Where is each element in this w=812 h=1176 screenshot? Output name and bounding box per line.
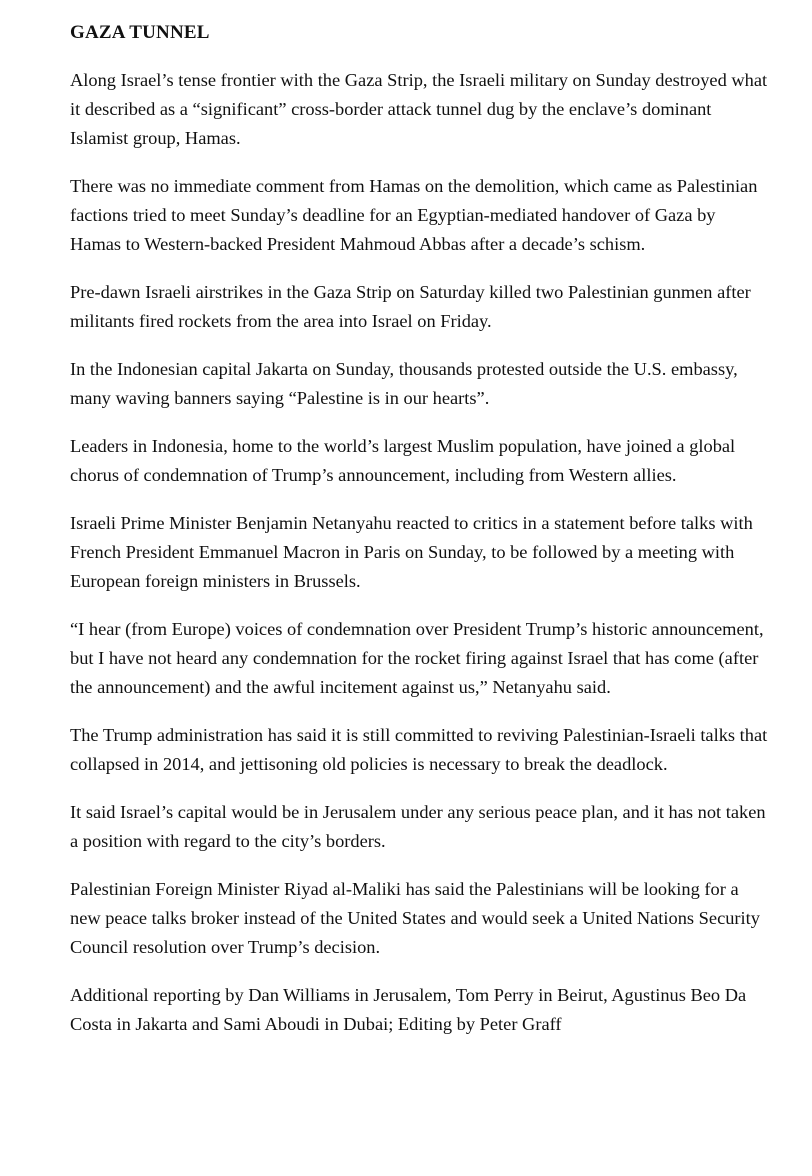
paragraph-10: Palestinian Foreign Minister Riyad al-Maliki has said the Palestinians will be looking for a new peace talks broker instead of the United States and would seek a United Nations Security Council resolution over Trump’s decision. — [70, 879, 760, 957]
section-heading: GAZA TUNNEL — [70, 22, 210, 43]
paragraph-7-quote: “I hear (from Europe) voices of condemnation over President Trump’s historic announcement, but I have not heard any condemnation for the rocket firing against Israel that has come (after the announcement) and the awful incitement against us,” Netanyahu said. — [70, 619, 764, 697]
paragraph-9: It said Israel’s capital would be in Jerusalem under any serious peace plan, and it has not taken a position with regard to the city’s borders. — [70, 802, 766, 851]
paragraph-8: The Trump administration has said it is still committed to reviving Palestinian-Israeli talks that collapsed in 2014, and jettisoning old policies is necessary to break the deadlock. — [70, 725, 768, 774]
paragraph-6: Israeli Prime Minister Benjamin Netanyahu reacted to critics in a statement before talks with French President Emmanuel Macron in Paris on Sunday, to be followed by a meeting with European foreign ministers in Brussels. — [70, 513, 753, 591]
paragraph-3: Pre-dawn Israeli airstrikes in the Gaza Strip on Saturday killed two Palestinian gunmen after militants fired rockets from the area into Israel on Friday. — [70, 282, 751, 331]
paragraph-1: Along Israel’s tense frontier with the Gaza Strip, the Israeli military on Sunday destroyed what it described as a “significant” cross-border attack tunnel dug by the enclave’s dominant Islamist group, Hamas. — [70, 70, 768, 148]
paragraph-5: Leaders in Indonesia, home to the world’s largest Muslim population, have joined a global chorus of condemnation of Trump’s announcement, including from Western allies. — [70, 436, 736, 485]
reporting-credits: Additional reporting by Dan Williams in Jerusalem, Tom Perry in Beirut, Agustinus Beo Da Costa in Jakarta and Sami Aboudi in Dubai; Editing by Peter Graff — [70, 985, 747, 1034]
paragraph-4: In the Indonesian capital Jakarta on Sunday, thousands protested outside the U.S. embassy, many waving banners saying “Palestine is in our hearts”. — [70, 359, 738, 408]
paragraph-2: There was no immediate comment from Hamas on the demolition, which came as Palestinian factions tried to meet Sunday’s deadline for an Egyptian-mediated handover of Gaza by Hamas to Western-backed President Mahmoud Abbas after a decade’s schism. — [70, 176, 758, 254]
article-body — [70, 18, 770, 1039]
